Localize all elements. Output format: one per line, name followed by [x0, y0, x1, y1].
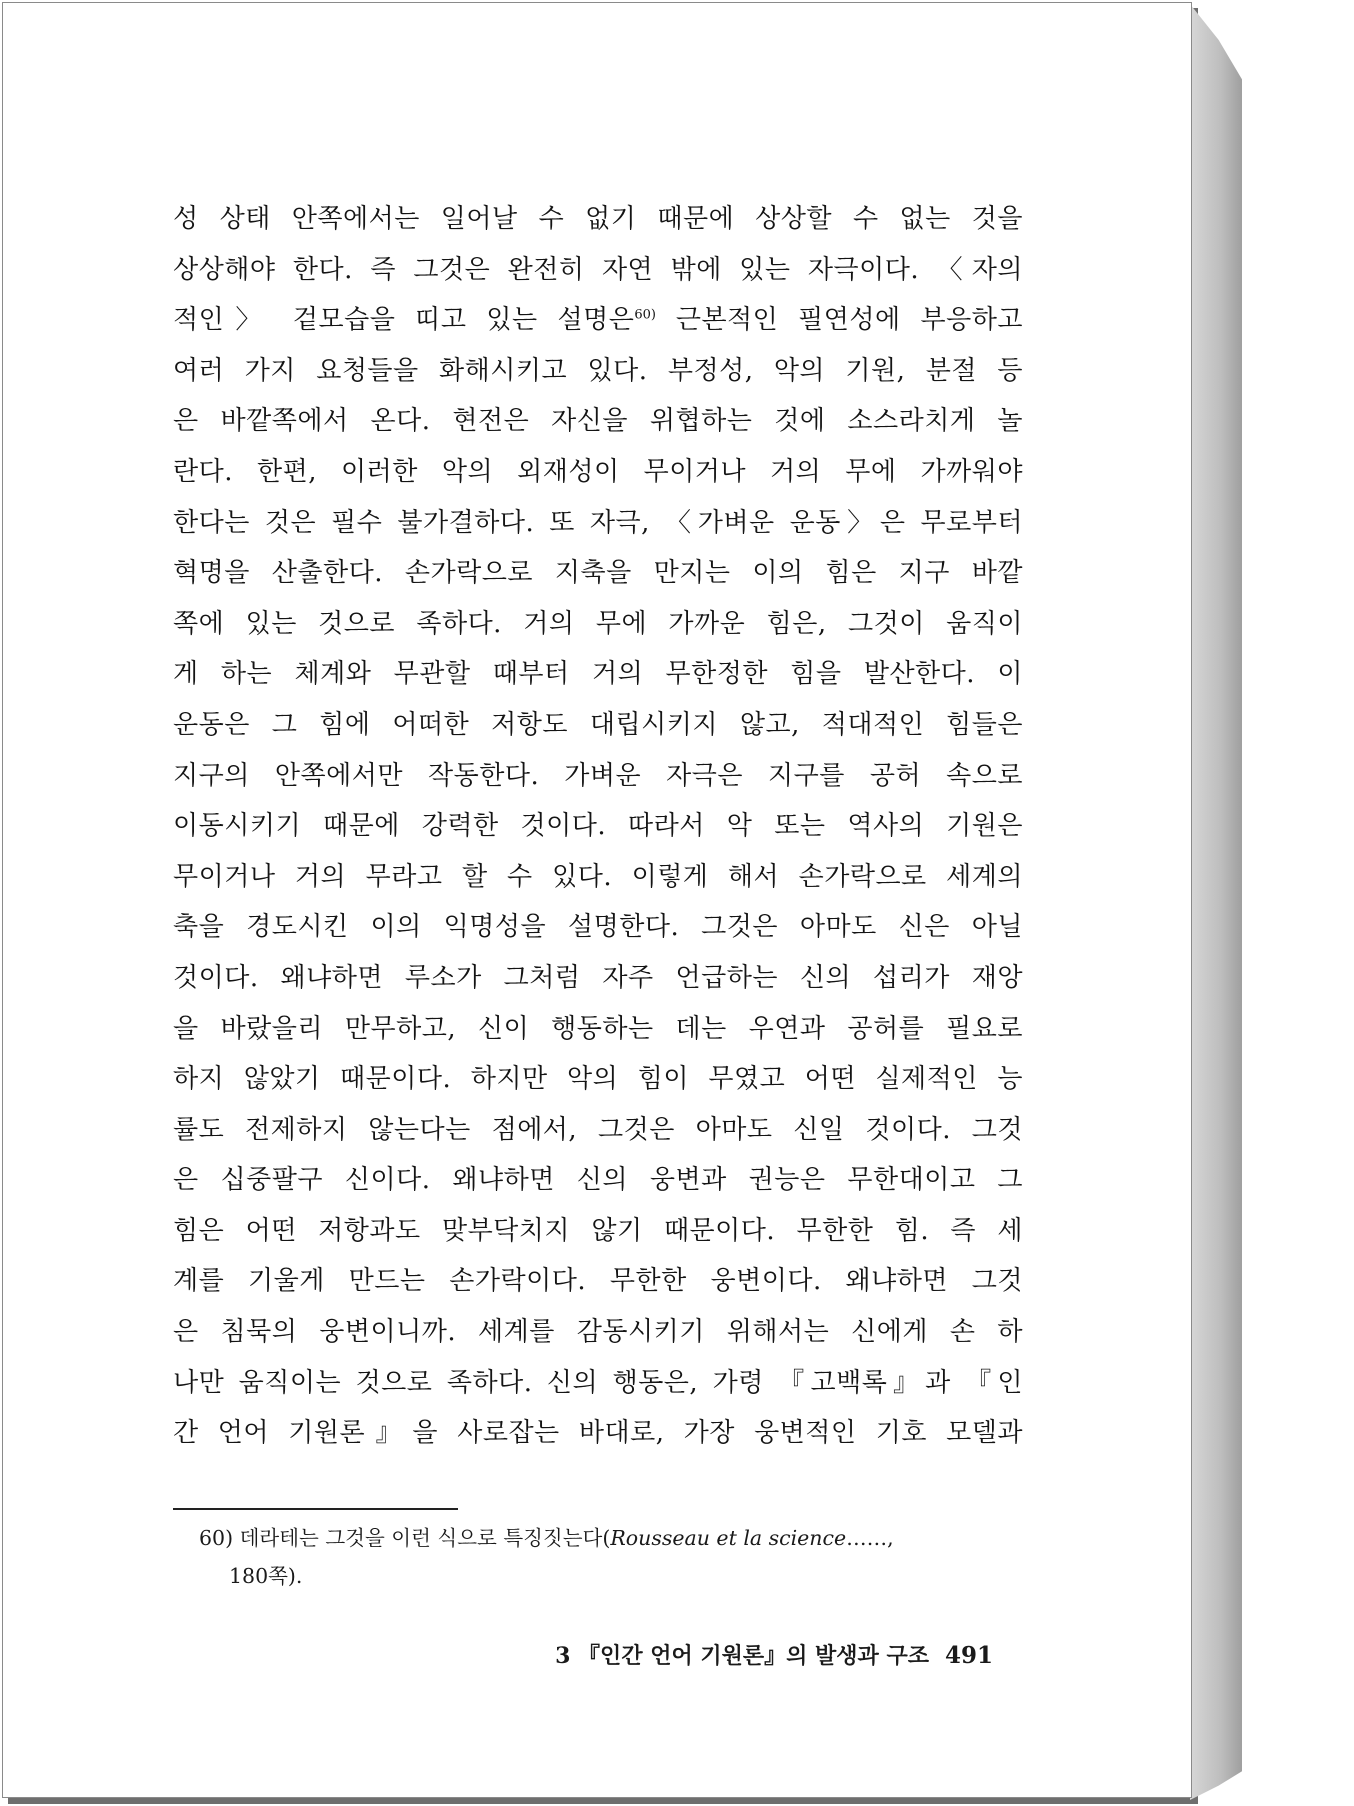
body-line: 나만 움직이는 것으로 족하다. 신의 행동은, 가령 『고백록』과 『인	[173, 1367, 1023, 1398]
body-line: 축을 경도시킨 이의 익명성을 설명한다. 그것은 아마도 신은 아닐	[173, 912, 1023, 943]
footnote-cited-title: Rousseau et la science	[610, 1526, 847, 1550]
body-line: 은 십중팔구 신이다. 왜냐하면 신의 웅변과 권능은 무한대이고 그	[173, 1165, 1023, 1196]
body-line: 게 하는 체계와 무관할 때부터 거의 무한정한 힘을 발산한다. 이	[173, 659, 1023, 690]
body-line-with-footnote-ref	[173, 295, 1023, 346]
running-footer	[533, 1639, 993, 1670]
body-line: 률도 전제하지 않는다는 점에서, 그것은 아마도 신일 것이다. 그것	[173, 1114, 1023, 1145]
body-line: 계를 기울게 만드는 손가락이다. 무한한 웅변이다. 왜냐하면 그것	[173, 1266, 1023, 1297]
body-line: 상상해야 한다. 즉 그것은 완전히 자연 밖에 있는 자극이다. 〈자의	[173, 254, 1023, 285]
body-line-tail: 근본적인 필연성에 부응하고	[655, 305, 1023, 336]
body-line-head: 적인〉 겉모습을 띠고 있는 설명은	[173, 305, 635, 336]
body-line: 힘은 어떤 저항과도 맞부닥치지 않기 때문이다. 무한한 힘. 즉 세	[173, 1215, 1023, 1246]
footnote-reference[interactable]: 60)	[634, 307, 656, 323]
body-line: 은 침묵의 웅변이니까. 세계를 감동시키기 위해서는 신에게 손 하	[173, 1317, 1023, 1348]
body-line: 한다는 것은 필수 불가결하다. 또 자극, 〈가벼운 운동〉은 무로부터	[173, 507, 1023, 538]
running-title: 3 『인간 언어 기원론』의 발생과 구조	[555, 1643, 929, 1669]
body-line: 무이거나 거의 무라고 할 수 있다. 이렇게 해서 손가락으로 세계의	[173, 861, 1023, 892]
body-line: 성 상태 안쪽에서는 일어날 수 없기 때문에 상상할 수 없는 것을	[173, 204, 1023, 234]
body-line: 운동은 그 힘에 어떠한 저항도 대립시키지 않고, 적대적인 힘들은	[173, 709, 1023, 740]
book-page-edge	[1190, 4, 1242, 1800]
body-line: 이동시키기 때문에 강력한 것이다. 따라서 악 또는 역사의 기원은	[173, 811, 1023, 842]
book-page	[2, 2, 1192, 1798]
footnote-line	[199, 1519, 1023, 1557]
body-line: 지구의 안쪽에서만 작동한다. 가벼운 자극은 지구를 공허 속으로	[173, 760, 1023, 791]
footnote-line-2: 180쪽).	[229, 1564, 303, 1588]
footnote-ellipsis: ……,	[846, 1526, 894, 1550]
footnote-text: 데라테는 그것을 이런 식으로 특징짓는다(	[239, 1526, 611, 1550]
body-line: 은 바깥쪽에서 온다. 현전은 자신을 위협하는 것에 소스라치게 놀	[173, 406, 1023, 437]
footnote	[199, 1519, 1023, 1595]
body-text	[173, 194, 1023, 1459]
body-line: 혁명을 산출한다. 손가락으로 지축을 만지는 이의 힘은 지구 바깥	[173, 558, 1023, 589]
body-line: 을 바랐을리 만무하고, 신이 행동하는 데는 우연과 공허를 필요로	[173, 1013, 1023, 1044]
body-line: 간 언어 기원론』을 사로잡는 바대로, 가장 웅변적인 기호 모델과	[173, 1418, 1023, 1449]
body-line: 하지 않았기 때문이다. 하지만 악의 힘이 무였고 어떤 실제적인 능	[173, 1064, 1023, 1095]
body-line: 여러 가지 요청들을 화해시키고 있다. 부정성, 악의 기원, 분절 등	[173, 355, 1023, 386]
footnote-marker: 60)	[199, 1526, 234, 1550]
footnote-divider	[173, 1508, 458, 1510]
body-line: 란다. 한편, 이러한 악의 외재성이 무이거나 거의 무에 가까워야	[173, 456, 1023, 487]
body-line: 것이다. 왜냐하면 루소가 그처럼 자주 언급하는 신의 섭리가 재앙	[173, 962, 1023, 993]
page-number: 491	[944, 1642, 993, 1669]
body-line: 쪽에 있는 것으로 족하다. 거의 무에 가까운 힘은, 그것이 움직이	[173, 608, 1023, 639]
